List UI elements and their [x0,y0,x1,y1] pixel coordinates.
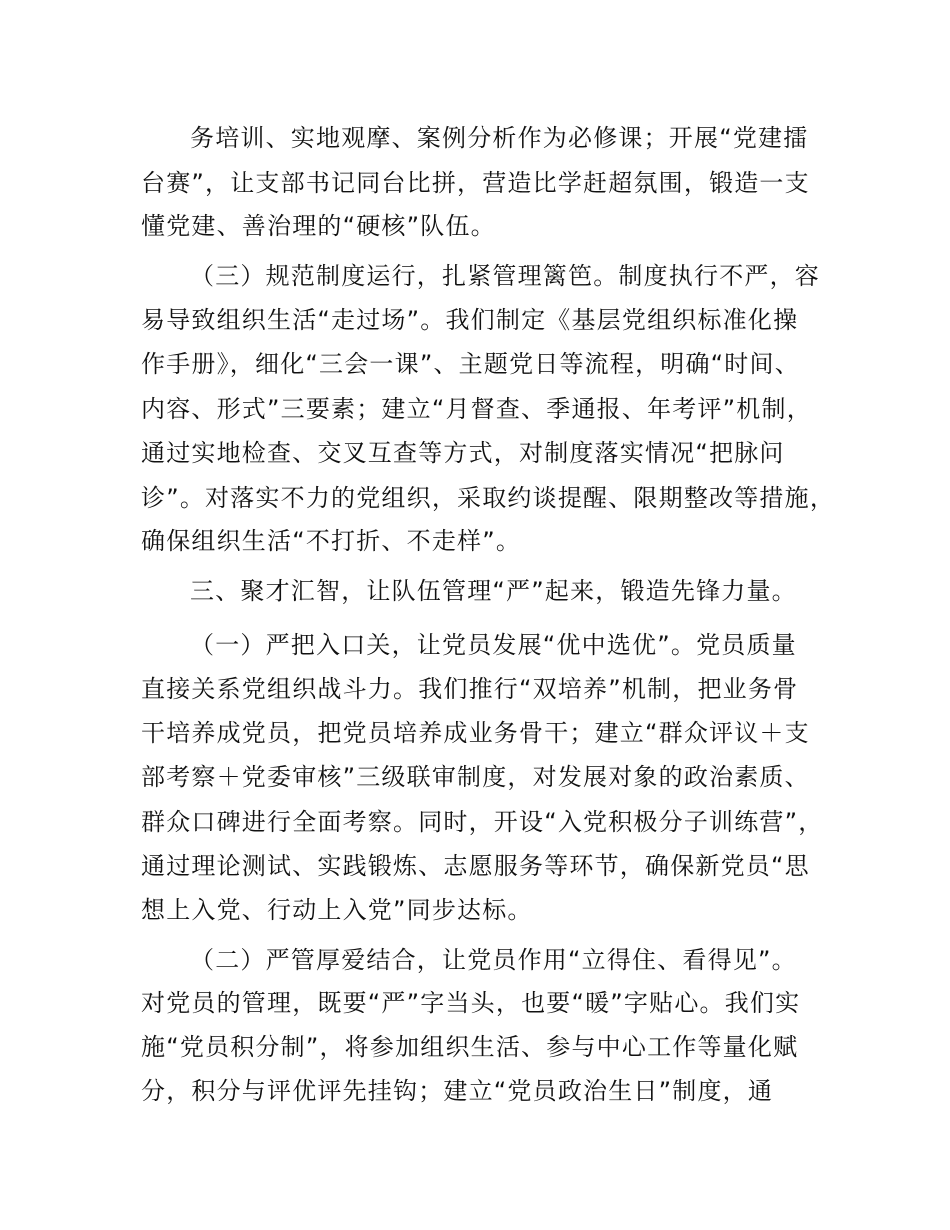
text-line: 分，积分与评优评先挂钩；建立“党员政治生日”制度，通 [141,1077,774,1105]
text-line: 直接关系党组织战斗力。我们推行“双培养”机制，把业务骨 [141,675,799,703]
text-line: 对党员的管理，既要“严”字当头，也要“暖”字贴心。我们实 [141,989,801,1017]
text-line: 作手册》，细化“三会一课”、主题党日等流程，明确“时间、 [141,350,800,378]
text-line: 诊”。对落实不力的党组织，采取约谈提醒、限期整改等措施， [141,484,836,512]
text-line: 务培训、实地观摩、案例分析作为必修课；开展“党建擂 [190,124,809,152]
text-line: 确保组织生活“不打折、不走样”。 [141,527,522,555]
text-line: 懂党建、善治理的“硬核”队伍。 [141,212,496,240]
text-line: 干培养成党员，把党员培养成业务骨干；建立“群众评议＋支 [141,719,810,747]
text-line: 通过理论测试、实践锻炼、志愿服务等环节，确保新党员“思 [141,852,810,880]
text-line: 内容、形式”三要素；建立“月督查、季通报、年考评”机制， [141,395,812,423]
paragraph-heading: （一）严把入口关，让党员发展“优中选优”。党员质量 [190,631,797,659]
text-line: 易导致组织生活“走过场”。我们制定《基层党组织标准化操 [141,306,799,334]
text-line: 通过实地检查、交叉互查等方式，对制度落实情况“把脉问 [141,439,785,467]
text-line: 想上入党、行动上入党”同步达标。 [141,896,533,924]
text-line: 台赛”，让支部书记同台比拼，营造比学赶超氛围，锻造一支 [141,169,810,197]
paragraph-heading: （三）规范制度运行，扎紧管理篱笆。制度执行不严，容 [190,262,820,290]
text-line: 部考察＋党委审核”三级联审制度，对发展对象的政治素质、 [141,763,810,791]
text-line: 施“党员积分制”，将参加组织生活、参与中心工作等量化赋 [141,1033,799,1061]
section-heading: 三、聚才汇智，让队伍管理“严”起来，锻造先锋力量。 [190,577,797,605]
text-line: 群众口碑进行全面考察。同时，开设“入党积极分子训练营”， [141,808,824,836]
paragraph-heading: （二）严管厚爱结合，让党员作用“立得住、看得见”。 [190,946,797,974]
